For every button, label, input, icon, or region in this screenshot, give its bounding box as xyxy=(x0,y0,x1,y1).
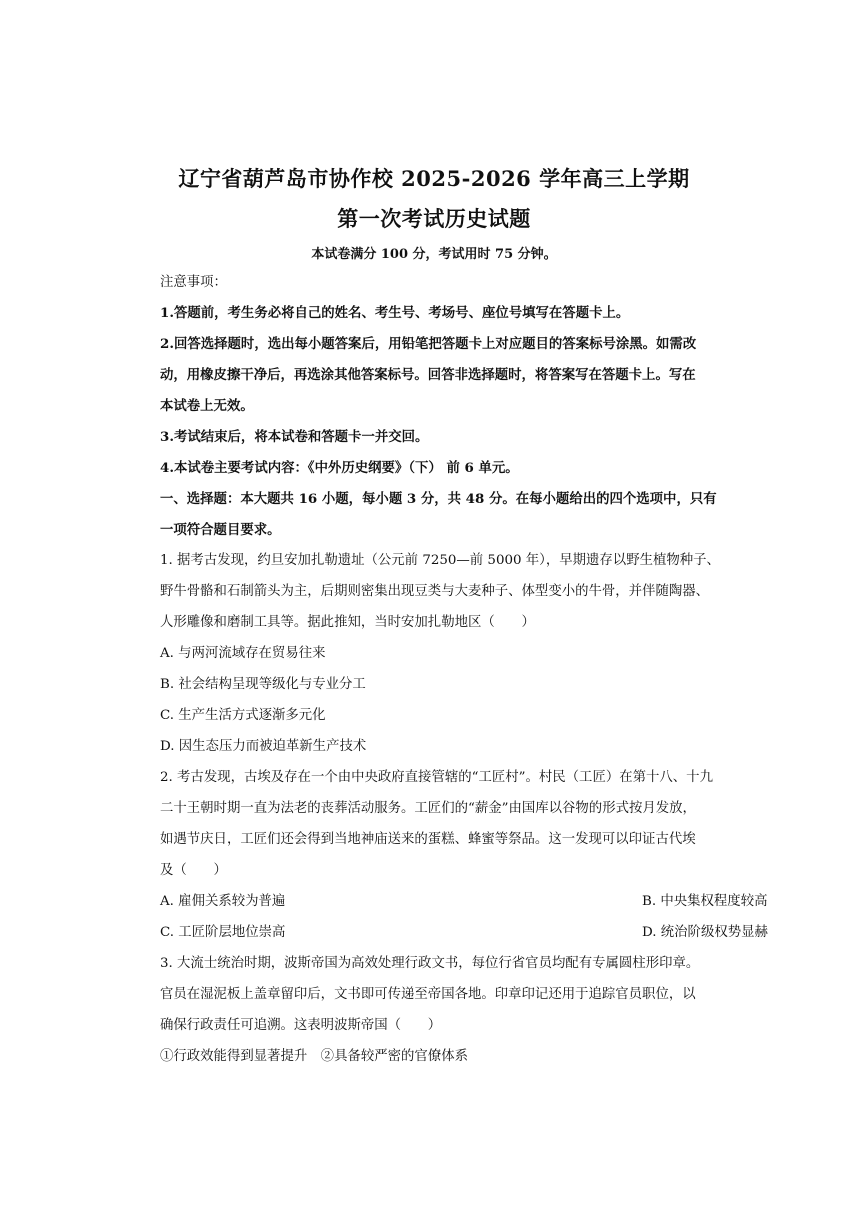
q2-option-d: D. 统治阶级权势显赫 xyxy=(642,925,768,940)
exam-title-line2: 第一次考试历史试题 xyxy=(337,206,531,231)
notice-heading: 注意事项： xyxy=(160,275,227,290)
notice-item-1: 1.答题前，考生务必将自己的姓名、考生号、考场号、座位号填写在答题卡上。 xyxy=(160,305,630,321)
section-heading-line-2: 一项符合题目要求。 xyxy=(160,522,281,538)
exam-title-line1: 辽宁省葫芦岛市协作校 2025-2026 学年高三上学期 xyxy=(178,166,690,191)
section-heading-line-1: 一、选择题：本大题共 16 小题，每小题 3 分，共 48 分。在每小题给出的四个选项中，只有 xyxy=(160,491,717,507)
q2-options-row-1 xyxy=(160,893,768,911)
q3-stem-line-3: 确保行政责任可追溯。这表明波斯帝国（ ） xyxy=(160,1018,442,1033)
q2-option-b: B. 中央集权程度较高 xyxy=(642,894,768,909)
notice-item-2-line-2: 动，用橡皮擦干净后，再选涂其他答案标号。回答非选择题时，将答案写在答题卡上。写在 xyxy=(160,367,696,383)
q1-stem-line-3: 人形雕像和磨制工具等。据此推知，当时安加扎勒地区（ ） xyxy=(160,615,535,630)
q2-stem-line-2: 二十王朝时期一直为法老的丧葬活动服务。工匠们的“薪金”由国库以谷物的形式按月发放， xyxy=(160,801,696,816)
exam-meta: 本试卷满分 100 分，考试用时 75 分钟。 xyxy=(311,247,557,262)
q2-stem-line-1: 2. 考古发现，古埃及存在一个由中央政府直接管辖的“工匠村”。村民（工匠）在第十八、十九 xyxy=(160,770,713,785)
q2-options-row-2 xyxy=(160,924,768,942)
notice-item-2-line-1: 2.回答选择题时，选出每小题答案后，用铅笔把答题卡上对应题目的答案标号涂黑。如需改 xyxy=(160,336,697,352)
q1-stem-line-1: 1. 据考古发现，约旦安加扎勒遗址（公元前 7250—前 5000 年），早期遗存以野生植物种子、 xyxy=(160,553,720,568)
q1-option-a: A. 与两河流域存在贸易往来 xyxy=(160,646,326,661)
q2-option-a: A. 雇佣关系较为普遍 xyxy=(160,894,286,909)
notice-item-4: 4.本试卷主要考试内容：《中外历史纲要》（下） 前 6 单元。 xyxy=(160,460,519,476)
q2-stem-line-3: 如遇节庆日，工匠们还会得到当地神庙送来的蛋糕、蜂蜜等祭品。这一发现可以印证古代埃 xyxy=(160,832,696,847)
q3-statements-line: ①行政效能得到显著提升 ②具备较严密的官僚体系 xyxy=(160,1049,468,1064)
notice-item-3: 3.考试结束后，将本试卷和答题卡一并交回。 xyxy=(160,429,429,445)
q3-stem-line-1: 3. 大流士统治时期，波斯帝国为高效处理行政文书，每位行省官员均配有专属圆柱形印章。 xyxy=(160,956,700,971)
q1-stem-line-2: 野牛骨骼和石制箭头为主，后期则密集出现豆类与大麦种子、体型变小的牛骨，并伴随陶器、 xyxy=(160,584,710,599)
q2-stem-line-4: 及（ ） xyxy=(160,863,227,878)
q1-option-b: B. 社会结构呈现等级化与专业分工 xyxy=(160,677,366,692)
q1-option-d: D. 因生态压力而被迫革新生产技术 xyxy=(160,739,367,754)
q2-option-c: C. 工匠阶层地位崇高 xyxy=(160,925,286,940)
q1-option-c: C. 生产生活方式逐渐多元化 xyxy=(160,708,326,723)
notice-item-2-line-3: 本试卷上无效。 xyxy=(160,398,254,414)
q3-stem-line-2: 官员在湿泥板上盖章留印后，文书即可传递至帝国各地。印章印记还用于追踪官员职位，以 xyxy=(160,987,696,1002)
